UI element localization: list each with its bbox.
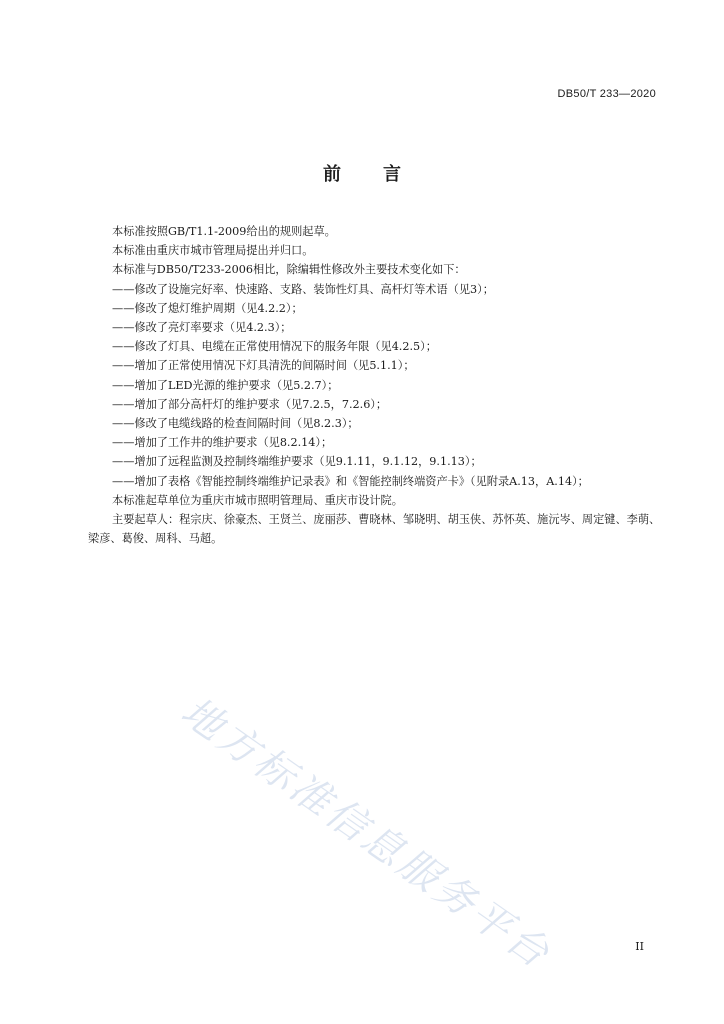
change-item: ——修改了亮灯率要求（见4.2.3）； xyxy=(112,321,292,335)
change-item: ——增加了LED光源的维护要求（见5.2.7）； xyxy=(112,378,339,392)
paragraph-proposer: 本标准由重庆市城市管理局提出并归口。 xyxy=(112,244,314,258)
page-title xyxy=(0,160,724,186)
paragraph-drafting-rules: 本标准按照GB/T1.1-2009给出的规则起草。 xyxy=(112,225,336,238)
title-char-2: 言 xyxy=(383,164,401,185)
paragraph-drafters: 主要起草人：程宗庆、徐豪杰、王贤兰、庞丽莎、曹晓林、邹晓明、胡玉侠、苏怀英、施沅岑、周定键、李萌、梁彦、葛俊、周科、马超。 xyxy=(88,513,661,546)
page-number: II xyxy=(635,940,644,953)
change-item: ——增加了部分高杆灯的维护要求（见7.2.5，7.2.6）； xyxy=(112,397,388,411)
change-item: ——修改了熄灯维护周期（见4.2.2）； xyxy=(112,301,303,315)
watermark-text: 地方标准信息服务平台 xyxy=(172,688,560,979)
paragraph-drafting-unit: 本标准起草单位为重庆市城市照明管理局、重庆市设计院。 xyxy=(112,493,403,507)
change-item: ——增加了正常使用情况下灯具清洗的间隔时间（见5.1.1）； xyxy=(112,359,415,373)
foreword-body xyxy=(88,222,662,548)
change-item: ——增加了工作井的维护要求（见8.2.14）； xyxy=(112,436,333,450)
paragraph-changes-intro: 本标准与DB50/T233-2006相比，除编辑性修改外主要技术变化如下： xyxy=(112,263,466,277)
change-item: ——修改了设施完好率、快速路、支路、装饰性灯具、高杆灯等术语（见3）； xyxy=(112,282,494,296)
change-item: ——增加了表格《智能控制终端维护记录表》和《智能控制终端资产卡》（见附录A.13，A.14）； xyxy=(112,474,589,488)
change-item: ——增加了远程监测及控制终端维护要求（见9.1.11，9.1.12，9.1.13）； xyxy=(112,455,482,469)
title-char-1: 前 xyxy=(323,164,341,185)
change-item: ——修改了电缆线路的检查间隔时间（见8.2.3）； xyxy=(112,417,359,431)
change-item: ——修改了灯具、电缆在正常使用情况下的服务年限（见4.2.5）； xyxy=(112,340,437,354)
document-code: DB50/T 233—2020 xyxy=(557,88,656,100)
